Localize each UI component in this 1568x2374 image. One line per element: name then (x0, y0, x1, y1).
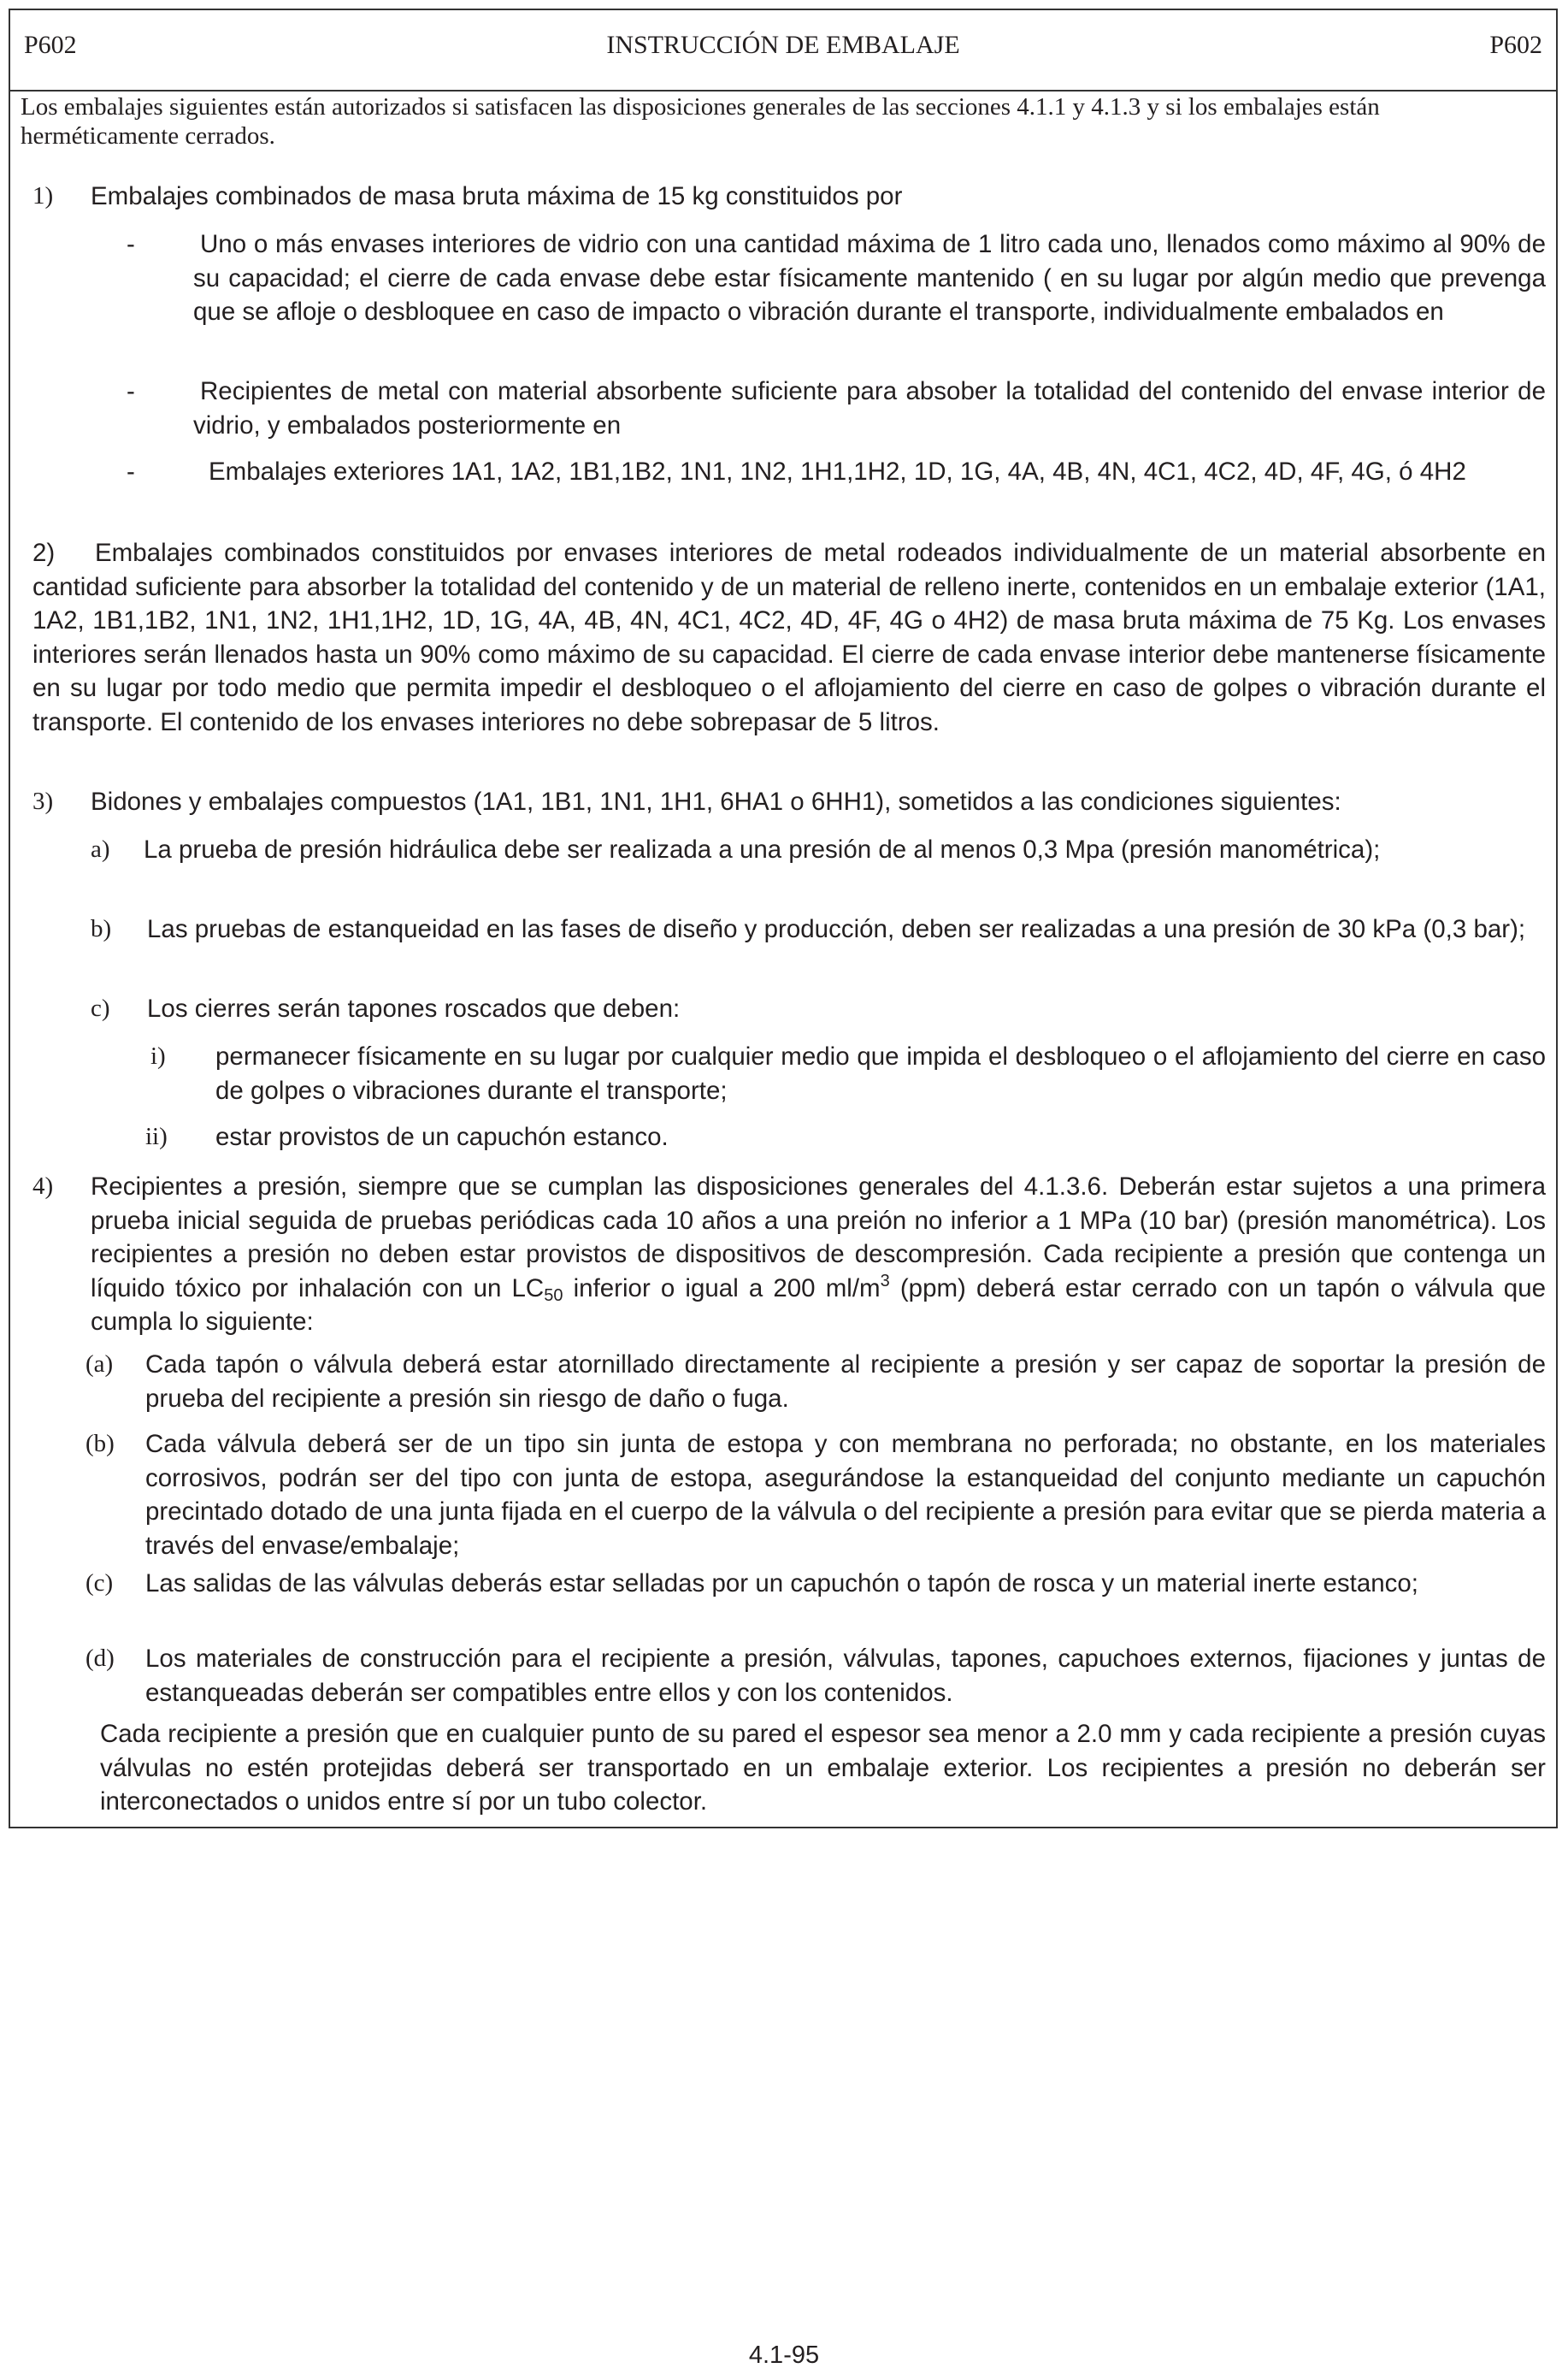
item-3b-text: Las pruebas de estanqueidad en las fases de diseño y producción, deben ser realizadas a una presión de 30 kPa (0,3 bar); (147, 915, 1526, 943)
item-3c-ii-text: estar provistos de un capuchón estanco. (215, 1123, 669, 1151)
item-1-bullet-1: Uno o más envases interiores de vidrio con una cantidad máxima de 1 litro cada uno, llenados como máximo al 90% de su capacidad; el cierre de cada envase debe estar físicamente mantenido ( en su lugar por algún medio que prevenga que se afloje o desbloquee en caso de impacto o vibración durante el transporte, individualmente embalados en (193, 230, 1546, 326)
item-3c-i-label: i) (150, 1042, 166, 1070)
item-1-dash-2: - (127, 377, 135, 405)
item-3c-label: c) (91, 995, 110, 1022)
item-3c-ii-label: ii) (145, 1123, 168, 1150)
item-4c-label: (c) (85, 1569, 114, 1597)
item-3-text: Bidones y embalajes compuestos (1A1, 1B1, 1N1, 1H1, 6HA1 o 6HH1), sometidos a las condiciones siguientes: (91, 788, 1341, 816)
item-4-text-c: (ppm) deberá estar cerrado con un tapón o válvula que cumpla lo siguiente: (91, 1273, 1547, 1336)
item-4a-label: (a) (85, 1350, 114, 1378)
item-4-closing: Cada recipiente a presión que en cualquier punto de su pared el espesor sea menor a 2.0 mm y cada recipiente a presión cuyas válvulas no estén protejidas deberá ser transportado en un embalaje exterior. Los recipientes a presión no deberán ser interconectados o unidos entre sí por un tubo colector. (100, 1720, 1546, 1816)
item-3a-label: a) (91, 836, 110, 863)
item-3b-label: b) (91, 915, 112, 942)
m-superscript: 3 (880, 1271, 890, 1290)
item-1-dash-1: - (127, 230, 135, 258)
header-row (10, 10, 1556, 92)
code-right: P602 (1489, 31, 1542, 59)
item-1-dash-3: - (127, 458, 135, 486)
page-title: INSTRUCCIÓN DE EMBALAJE (606, 31, 960, 59)
item-3c-text: Los cierres serán tapones roscados que deben: (147, 995, 681, 1023)
item-1-bullet-3: Embalajes exteriores 1A1, 1A2, 1B1,1B2, 1N1, 1N2, 1H1,1H2, 1D, 1G, 4A, 4B, 4N, 4C1, 4C2, 4D, 4F, 4G, ó 4H2 (209, 458, 1466, 486)
item-4-text-a: Recipientes a presión, siempre que se cumplan las disposiciones generales del 4.1.3.6. Deberán estar sujetos a una primera prueba inicial seguida de pruebas periódicas cada 10 años a una preión no inferior a 1 MPa (10 bar) (presión manométrica). Los recipientes a presión no deben estar provistos de dispositivos de descompresión. Cada recipiente a presión que contenga un líquido tóxico por inhalación con un LC (91, 1172, 1546, 1302)
item-1-text: Embalajes combinados de masa bruta máxima de 15 kg constituidos por (91, 182, 903, 210)
item-4-text (91, 1170, 1546, 1339)
code-left: P602 (24, 31, 77, 59)
item-2-number: 2) (32, 539, 56, 567)
item-4d-text: Los materiales de construcción para el recipiente a presión, válvulas, tapones, capuchoes externos, fijaciones y juntas de estanqueadas deberán ser compatibles entre ellos y con los contenidos. (145, 1645, 1546, 1707)
intro-paragraph: Los embalajes siguientes están autorizados si satisfacen las disposiciones generales de las secciones 4.1.1 y 4.1.3 y si los embalajes están herméticamente cerrados. (21, 93, 1380, 150)
item-4-text-b: inferior o igual a 200 ml/m (563, 1273, 881, 1302)
page-number: 4.1-95 (748, 2342, 820, 2369)
item-4b-label: (b) (85, 1430, 115, 1457)
item-4b-text: Cada válvula deberá ser de un tipo sin junta de estopa y con membrana no perforada; no obstante, en los materiales corrosivos, podrán ser del tipo con junta de estopa, asegurándose la estanqueidad del conjunto mediante un capuchón precintado dotado de una junta fijada en el cuerpo de la válvula o del recipiente a presión para evitar que se pierda materia a través del envase/embalaje; (145, 1430, 1546, 1560)
item-3c-i-text: permanecer físicamente en su lugar por cualquier medio que impida el desbloqueo o el aflojamiento del cierre en caso de golpes o vibraciones durante el transporte; (215, 1042, 1546, 1105)
item-4c-text: Las salidas de las válvulas deberás estar selladas por un capuchón o tapón de rosca y un material inerte estanco; (145, 1569, 1419, 1597)
item-4d-label: (d) (85, 1645, 115, 1672)
item-3-number: 3) (32, 788, 54, 815)
item-3a-text: La prueba de presión hidráulica debe ser realizada a una presión de al menos 0,3 Mpa (presión manométrica); (144, 836, 1381, 864)
item-2-text: Embalajes combinados constituidos por envases interiores de metal rodeados individualmente de un material absorbente en cantidad suficiente para absorber la totalidad del contenido y de un material de relleno inerte, contenidos en un embalaje exterior (1A1, 1A2, 1B1,1B2, 1N1, 1N2, 1H1,1H2, 1D, 1G, 4A, 4B, 4N, 4C1, 4C2, 4D, 4F, 4G o 4H2) de masa bruta máxima de 75 Kg. Los envases interiores serán llenados hasta un 90% como máximo de su capacidad. El cierre de cada envase interior debe mantenerse físicamente en su lugar por todo medio que permita impedir el desbloqueo o el aflojamiento del cierre en caso de golpes o vibración durante el transporte. El contenido de los envases interiores no debe sobrepasar de 5 litros. (32, 539, 1546, 736)
item-1-number: 1) (32, 182, 54, 210)
item-1-bullet-2: Recipientes de metal con material absorbente suficiente para absober la totalidad del contenido del envase interior de vidrio, y embalados posteriormente en (193, 377, 1546, 440)
item-4-number: 4) (32, 1172, 54, 1200)
lc-subscript: 50 (544, 1285, 563, 1305)
item-4a-text: Cada tapón o válvula deberá estar atornillado directamente al recipiente a presión y ser capaz de soportar la presión de prueba del recipiente a presión sin riesgo de daño o fuga. (145, 1350, 1546, 1413)
